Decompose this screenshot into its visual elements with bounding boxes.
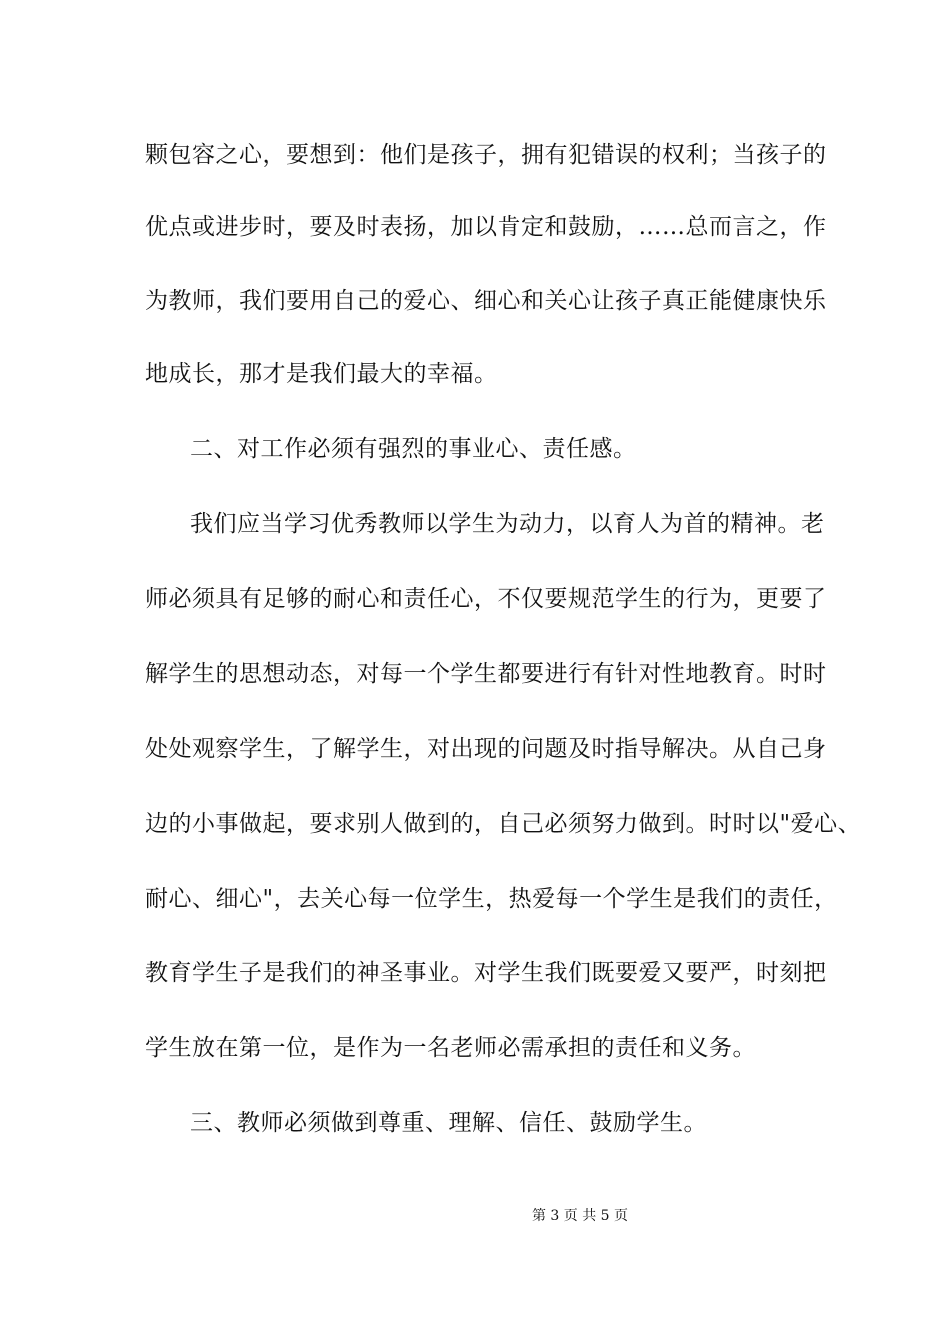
text-line-13: 学生放在第一位，是作为一名老师必需承担的责任和义务。 xyxy=(145,1035,756,1061)
text-line-10: 边的小事做起，要求别人做到的，自己必须努力做到。时时以"爱心、 xyxy=(145,811,862,837)
text-line-11: 耐心、细心"，去关心每一位学生，热爱每一个学生是我们的责任， xyxy=(145,886,838,912)
section-heading-3: 三、教师必须做到尊重、理解、信任、鼓励学生。 xyxy=(190,1110,707,1136)
page-number-footer: 第 3 页 共 5 页 xyxy=(531,1208,629,1224)
text-line-9: 处处观察学生，了解学生，对出现的问题及时指导解决。从自己身 xyxy=(145,736,827,762)
text-line-12: 教育学生子是我们的神圣事业。对学生我们既要爱又要严，时刻把 xyxy=(145,960,827,986)
text-line-6: 我们应当学习优秀教师以学生为动力，以育人为首的精神。老 xyxy=(190,511,825,537)
text-line-7: 师必须具有足够的耐心和责任心，不仅要规范学生的行为，更要了 xyxy=(145,586,827,612)
text-line-4: 地成长，那才是我们最大的幸福。 xyxy=(145,361,498,387)
section-heading-2: 二、对工作必须有强烈的事业心、责任感。 xyxy=(190,436,637,462)
text-line-1: 颗包容之心，要想到：他们是孩子，拥有犯错误的权利；当孩子的 xyxy=(145,142,827,168)
text-line-2: 优点或进步时，要及时表扬，加以肯定和鼓励，……总而言之，作 xyxy=(145,214,827,240)
text-line-8: 解学生的思想动态，对每一个学生都要进行有针对性地教育。时时 xyxy=(145,661,827,687)
text-line-3: 为教师，我们要用自己的爱心、细心和关心让孩子真正能健康快乐 xyxy=(145,288,827,314)
